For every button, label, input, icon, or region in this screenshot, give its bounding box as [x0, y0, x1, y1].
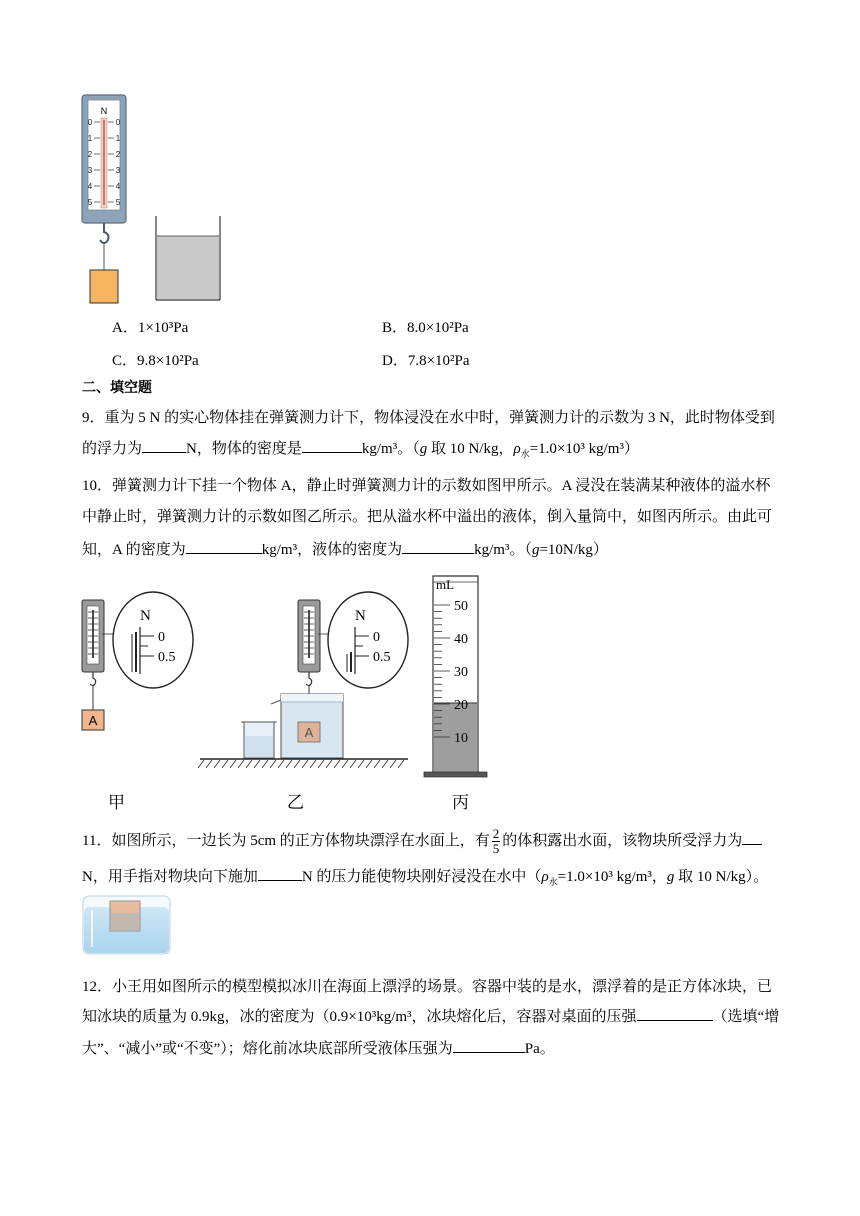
figure-q11	[82, 895, 172, 957]
scale-tick-label: 4	[115, 182, 121, 191]
q10-var-g: g	[531, 542, 540, 558]
q9-text: kg/m³。（	[361, 441, 420, 457]
floating-block-diagram	[82, 895, 172, 957]
dial-zero: 0	[373, 630, 380, 645]
q10-answer-blank-2[interactable]	[402, 539, 474, 554]
q9-text: N，物体的密度是	[186, 441, 302, 457]
q11-text: =1.0×10³ kg/m³，	[557, 869, 667, 885]
dial-half: 0.5	[373, 650, 391, 665]
q12-text: Pa。	[524, 1041, 555, 1057]
q11-text: 取 10 N/kg）。	[674, 869, 769, 885]
scale-tick-label: 1	[115, 134, 121, 143]
figure-spring-scale-beaker	[80, 90, 230, 310]
q12-text: 大”、“减小”或“不变”）；熔化前冰块底部所受液体压强为	[82, 1041, 453, 1057]
q9-var-g: g	[419, 441, 428, 457]
q11-var-rho: ρ	[541, 869, 549, 885]
dial-zero: 0	[158, 630, 165, 645]
q10-line-3	[82, 539, 608, 560]
q10-text: kg/m³。（	[474, 542, 532, 558]
q9-text: 取 10 N/kg，	[427, 441, 514, 457]
caption-bing: 丙	[452, 793, 469, 813]
option-d[interactable]: D．7.8×10²Pa	[382, 353, 470, 369]
fraction-numerator: 2	[492, 826, 500, 842]
q9-answer-blank-1[interactable]	[142, 438, 186, 453]
caption-jia: 甲	[108, 793, 125, 813]
q11-answer-blank-1[interactable]	[742, 830, 762, 845]
q11-sub: 水	[548, 877, 558, 887]
dial-unit: N	[355, 608, 366, 624]
cylinder-mark: 30	[454, 665, 468, 680]
section-title: 二、填空题	[82, 380, 152, 396]
q9-line-1: 9．重为 5 N 的实心物体挂在弹簧测力计下，物体浸没在水中时，弹簧测力计的示数为 3 N，此时物体受到	[82, 410, 775, 426]
block-a-label: A	[304, 725, 314, 740]
fraction-denominator: 5	[492, 841, 500, 857]
q11-var-g: g	[666, 869, 675, 885]
scale-tick-label: 2	[115, 150, 121, 159]
scale-tick-label: 3	[115, 166, 121, 175]
scale-tick-label: 4	[87, 182, 93, 191]
scale-tick-label: 2	[87, 150, 93, 159]
option-a[interactable]: A．1×10³Pa	[112, 320, 189, 336]
cylinder-mark: 20	[454, 698, 468, 713]
spring-scale-diagram	[80, 90, 230, 310]
q9-var-rho: ρ	[513, 441, 521, 457]
q11-text: N 的压力能使物块刚好浸没在水中（	[301, 869, 542, 885]
q12-line-1: 12．小王用如图所示的模型模拟冰川在海面上漂浮的场景。容器中装的是水，漂浮着的是正方体冰块，已	[82, 979, 773, 995]
cylinder-mark: 40	[454, 632, 468, 647]
q11-answer-blank-2[interactable]	[258, 866, 302, 881]
cylinder-mark: 50	[454, 599, 468, 614]
scale-tick-label: 1	[87, 134, 93, 143]
fraction-two-fifths	[492, 827, 501, 856]
q9-sub: 水	[520, 449, 530, 459]
q9-answer-blank-2[interactable]	[302, 438, 362, 453]
q9-text: =1.0×10³ kg/m³）	[529, 441, 639, 457]
q10-text: =10N/kg）	[539, 542, 608, 558]
q12-answer-blank-1[interactable]	[637, 1006, 713, 1021]
q12-line-3	[82, 1038, 555, 1059]
scale-tick-label: 5	[87, 198, 93, 207]
q11-text: N，用手指对物块向下施加	[82, 869, 258, 885]
q11-text: 11．如图所示，一边长为 5cm 的正方体物块漂浮在水面上，有	[82, 833, 490, 849]
q12-answer-blank-2[interactable]	[453, 1038, 525, 1053]
option-b[interactable]: B．8.0×10²Pa	[382, 320, 469, 336]
dial-half: 0.5	[158, 650, 176, 665]
cylinder-mark: 10	[454, 731, 468, 746]
scale-tick-label: 0	[87, 118, 93, 127]
scale-unit-label: N	[100, 106, 108, 116]
scale-tick-label: 0	[115, 118, 121, 127]
option-c[interactable]: C．9.8×10²Pa	[112, 353, 199, 369]
q10-answer-blank-1[interactable]	[186, 539, 262, 554]
q10-text: 知，A 的密度为	[82, 542, 186, 558]
q10-diagram	[78, 572, 498, 792]
scale-tick-label: 3	[87, 166, 93, 175]
q10-line-1: 10．弹簧测力计下挂一个物体 A，静止时弹簧测力计的示数如图甲所示。A 浸没在装满某种液体的溢水杯	[82, 478, 771, 494]
q9-line-2	[82, 438, 639, 464]
q11-text: 的体积露出水面，该物块所受浮力为	[502, 833, 743, 849]
figure-q10	[78, 572, 498, 792]
cylinder-unit: mL	[436, 577, 455, 592]
scale-tick-label: 5	[115, 198, 121, 207]
q9-text: 的浮力为	[82, 441, 143, 457]
q12-text: （选填“增	[712, 1009, 780, 1025]
caption-yi: 乙	[287, 793, 304, 813]
q11-line-2	[82, 866, 768, 892]
block-a-label: A	[88, 713, 98, 728]
q12-line-2	[82, 1006, 779, 1027]
dial-unit: N	[140, 608, 151, 624]
q10-text: kg/m³，液体的密度为	[261, 542, 403, 558]
q12-text: 知冰块的质量为 0.9kg，冰的密度为（0.9×10³kg/m³，冰块熔化后，容器对桌面的压强	[82, 1009, 637, 1025]
q11-line-1	[82, 826, 762, 856]
q10-line-2: 中静止时，弹簧测力计的示数如图乙所示。把从溢水杯中溢出的液体，倒入量筒中，如图丙所示。由此可	[82, 509, 773, 525]
